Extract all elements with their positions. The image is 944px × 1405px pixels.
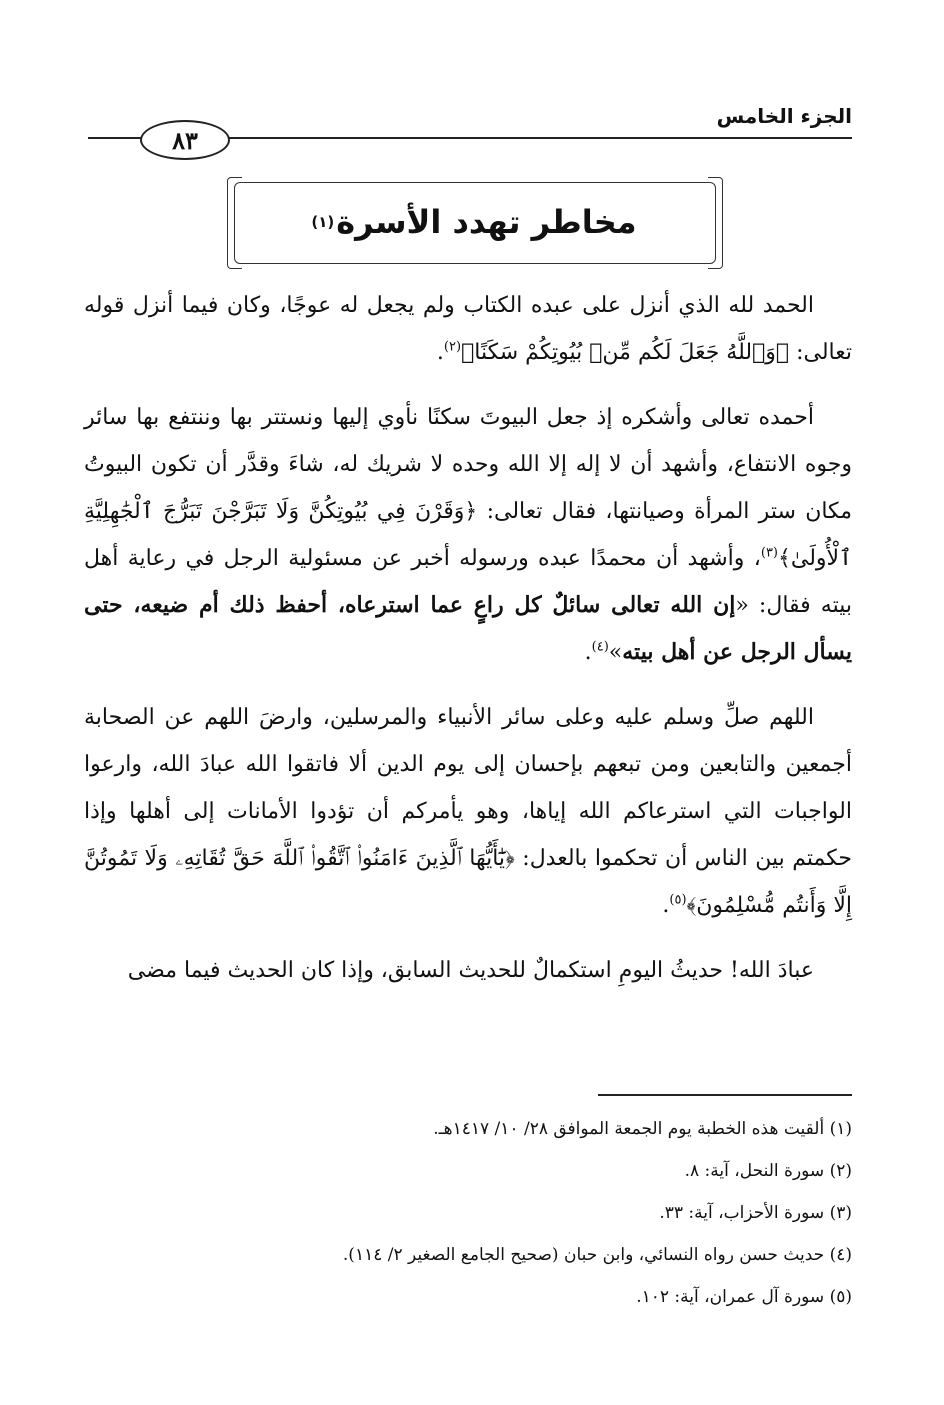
footnote-reference: (٥) (669, 892, 687, 908)
chapter-title (234, 182, 714, 262)
paragraph-text: اللهم صلِّ وسلم عليه وعلى سائر الأنبياء والمرسلين، وارضَ اللهم عن الصحابة أجمعين والتابعين ومن تبعهم بإحسان إلى يوم الدين ألا فاتقوا الله عبادَ الله، وارعوا الواجبات التي استرعاكم الله إياها، وهو يأمركم أن تؤدوا الأمانات إلى أهلها وإذا حكمتم بين الناس أن تحكموا بالعدل: (84, 705, 852, 871)
paragraph (84, 394, 852, 676)
paragraph (84, 694, 852, 929)
paragraph-text: أحمده تعالى وأشكره إذ جعل البيوتَ سكنًا نأوي إليها ونستتر بها وننتفع بها سائر وجوه الانتفاع، وأشهد أن لا إله إلا الله وحده لا شريك له، شاءَ وقدَّر أن تكون البيوتُ مكان ستر المرأة وصيانتها، فقال تعالى: (84, 405, 852, 524)
footnote: (٣) سورة الأحزاب، آية: ٣٣. (659, 1203, 852, 1223)
footnote-reference: (٣) (760, 545, 778, 561)
body-text (84, 282, 852, 1012)
footnote-reference: (٢) (443, 339, 462, 355)
running-title: الجزء الخامس (716, 104, 852, 128)
footnote: (١) ألقيت هذه الخطبة يوم الجمعة الموافق ٢٨/ ١٠/ ١٤١٧هـ. (433, 1119, 852, 1139)
paragraph-text: عبادَ الله! حديثُ اليومِ استكمالٌ للحديث السابق، وإذا كان الحديث فيما مضى (127, 958, 814, 983)
paragraph-text: . (436, 340, 444, 365)
paragraph (84, 282, 852, 376)
paragraph-text: . (662, 893, 670, 918)
chapter-title-text: مخاطر تهدد الأسرة (336, 203, 637, 241)
footnote: (٥) سورة آل عمران، آية: ١٠٢. (636, 1287, 852, 1307)
footnote-rule (598, 1094, 852, 1096)
page-number: ٨٣ (140, 120, 230, 160)
quran-verse: ﴿وَٱللَّهُ جَعَلَ لَكُم مِّنۢ بُيُوتِكُمْ سَكَنًا﴾ (461, 340, 790, 365)
footnote: (٢) سورة النحل، آية: ٨. (684, 1161, 852, 1181)
paragraph (84, 947, 852, 994)
footnotes (152, 1108, 852, 1318)
paragraph-text: الحمد لله الذي أنزل على عبده الكتاب ولم يجعل له عوجًا، وكان فيما أنزل قوله تعالى: (84, 293, 852, 365)
paragraph-text: . (584, 640, 592, 665)
footnote-reference: (٤) (591, 639, 609, 655)
paragraph-text: ، وأشهد أن محمدًا عبده ورسوله أخبر عن مسئولية الرجل في رعاية أهل بيته فقال: « (84, 546, 853, 618)
quran-verse: ﴿وَقَرْنَ فِي بُيُوتِكُنَّ وَلَا تَبَرَّجْنَ تَبَرُّجَ ٱلْجَٰهِلِيَّةِ ٱلْأُولَىٰ﴾ (84, 499, 852, 571)
hadith-quote: إن الله تعالى سائلٌ كل راعٍ عما استرعاه، أحفظ ذلك أم ضيعه، حتى يسأل الرجل عن أهل بيته (84, 592, 852, 665)
title-footnote-marker: (١) (311, 213, 335, 231)
quran-verse: ﴿يَٰٓأَيُّهَا ٱلَّذِينَ ءَامَنُوا۟ ٱتَّقُوا۟ ٱللَّهَ حَقَّ تُقَاتِهِۦ وَلَا تَمُوتُنَّ إِلَّا وَأَنتُم مُّسْلِمُونَ﴾ (84, 846, 852, 918)
footnote: (٤) حديث حسن رواه النسائي، وابن حبان (صحيح الجامع الصغير ٢/ ١١٤). (342, 1245, 852, 1265)
paragraph-text: » (608, 640, 623, 665)
